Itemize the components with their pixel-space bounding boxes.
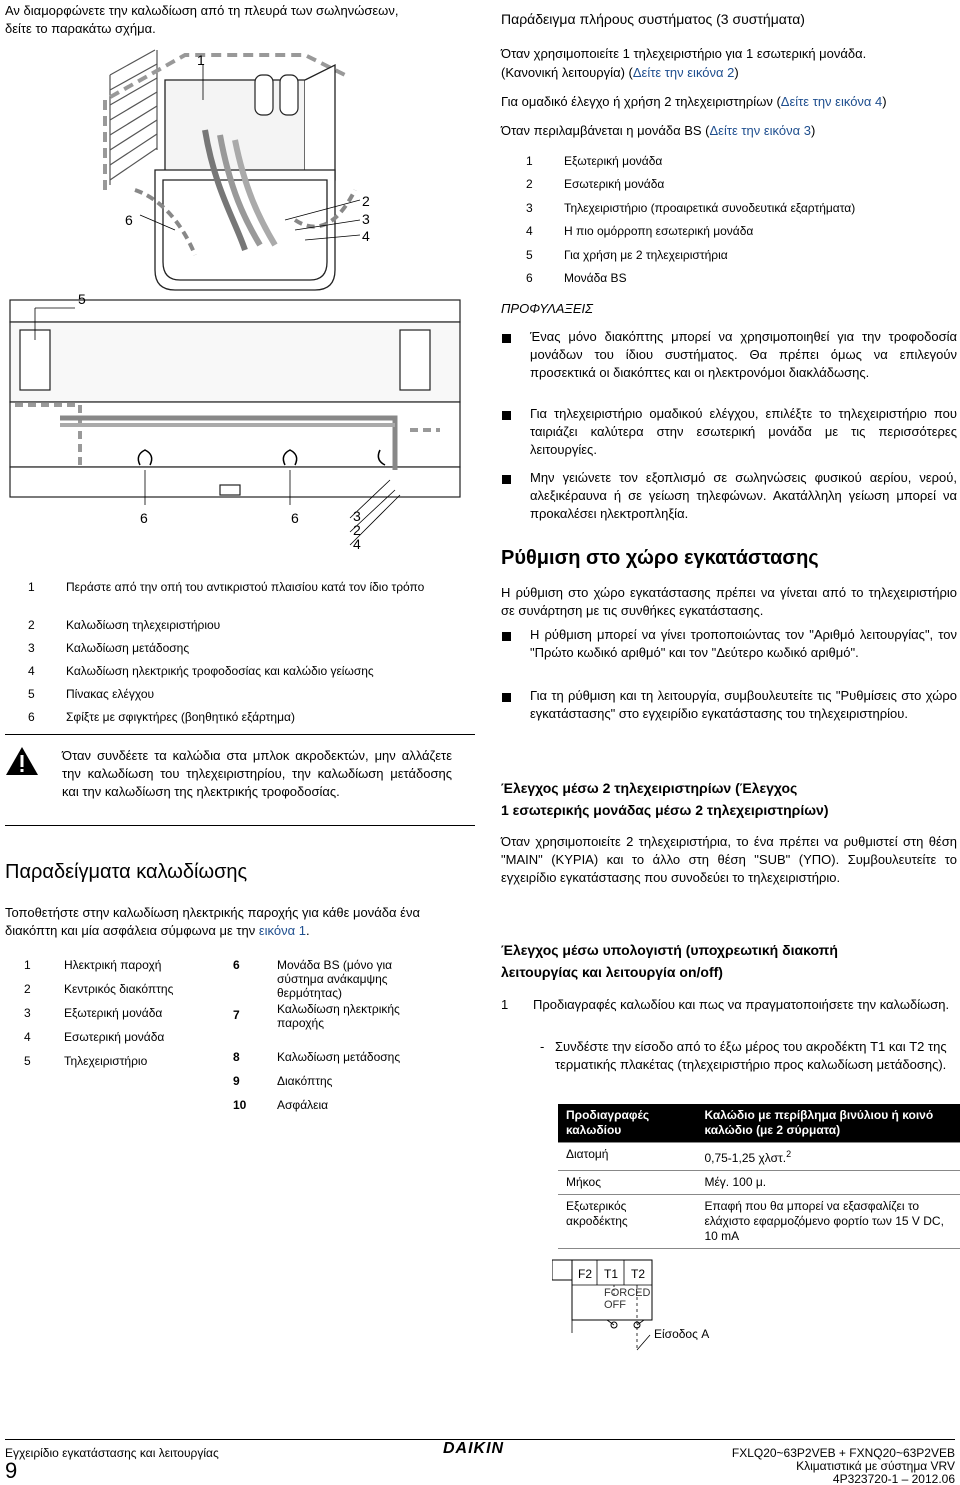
- pc-step-text: Προδιαγραφές καλωδίου και πως να πραγματοποιήσετε την καλωδίωση.: [533, 997, 950, 1012]
- legend-num: 4: [28, 664, 35, 678]
- legend-text: Καλωδίωση ηλεκτρικής τροφοδοσίας και καλώδιο γείωσης: [66, 664, 374, 678]
- legend-num: 1: [24, 958, 31, 972]
- legend-text: Καλωδίωση τηλεχειριστήριου: [66, 618, 221, 632]
- system-legend-item: 1 Εξωτερική μονάδα: [526, 154, 663, 168]
- system-legend-item: 3 Τηλεχειριστήριο (προαιρετικά συνοδευτικά εξαρτήματα): [526, 200, 856, 215]
- daikin-logo: DAIKIN: [443, 1440, 505, 1457]
- legend-item: [28, 616, 448, 639]
- callout-6b: 6: [291, 510, 299, 526]
- wiring-legend-item: [233, 1072, 443, 1096]
- legend-num: 6: [28, 710, 35, 724]
- pc-control-heading-2: λειτουργίας και λειτουργία on/off): [501, 964, 723, 980]
- terminal-f2: F2: [578, 1267, 593, 1281]
- legend-text: Σφίξτε με σφιγκτήρες (βοηθητικό εξάρτημα): [66, 710, 295, 724]
- spec-cell: Μέγ. 100 μ.: [696, 1171, 960, 1195]
- spec-cell: Μήκος: [558, 1171, 696, 1195]
- input-a-label: Είσοδος A: [654, 1327, 710, 1341]
- pc-sub-text: Συνδέστε την είσοδο από το έξω μέρος του ακροδέκτη T1 και T2 της τερματικής πλακέτας (τηλεχειριστήριο προς καλωδίωση μετάδοσης).: [555, 1039, 947, 1072]
- installation-figure-bottom: [0, 290, 480, 555]
- legend-text: Ηλεκτρική παροχή: [64, 958, 162, 972]
- callout-2: 2: [362, 193, 370, 209]
- bullet-icon: [502, 411, 511, 420]
- legend-item: [28, 639, 448, 662]
- legend-item: [28, 708, 448, 731]
- spec-cell: Επαφή που θα μπορεί να εξασφαλίζει το ελάχιστο εφαρμοζόμενο φορτίο των 15 V DC, 10 mA: [696, 1195, 960, 1249]
- installation-figure-top: [95, 40, 435, 300]
- legend-num: 6: [233, 958, 240, 972]
- spec-row: [558, 1195, 960, 1249]
- dash-marker: -: [540, 1039, 545, 1054]
- forced-label: FORCED: [604, 1287, 651, 1299]
- caution-bullet-1: Ένας μόνο διακόπτης μπορεί να χρησιμοποιηθεί για την τροφοδοσία μονάδων του ίδιου συστήματος. Θα πρέπει όμως να επιλεγούν προσεκτικά οι διακόπτες και οι ηλεκτρονόμοι διακλάδωσης.: [530, 329, 957, 380]
- legend-text: Καλωδίωση ηλεκτρικής παροχής: [277, 1002, 400, 1030]
- spec-header-row: [558, 1104, 960, 1143]
- legend-num: 1: [28, 580, 35, 594]
- caution-bullet-3: Μην γειώνετε τον εξοπλισμό σε σωληνώσεις φυσικού αερίου, νερού, αλεξικέραυνα ή σε γείωση τηλεφώνων. Ακατάλληλη γείωση μπορεί να προκαλέσει ηλεκτροπληξία.: [530, 470, 957, 521]
- two-remote-heading-1: Έλεγχος μέσω 2 τηλεχειριστηρίων (Έλεγχος: [501, 780, 798, 796]
- legend-text: Εσωτερική μονάδα: [64, 1030, 165, 1044]
- figure-legend: [28, 578, 448, 731]
- caution-bullet-2: Για τηλεχειριστήριο ομαδικού ελέγχου, επιλέξτε το τηλεχειριστήριο που ταιριάζει καλύτερα στην εσωτερική μονάδα με τις περισσότερες λειτουργίες.: [530, 406, 957, 457]
- figure-3-link[interactable]: Δείτε την εικόνα 3: [709, 123, 811, 138]
- legend-text: Καλωδίωση μετάδοσης: [277, 1050, 401, 1064]
- pc-control-heading-1: Έλεγχος μέσω υπολογιστή (υποχρεωτική διακοπή: [501, 942, 838, 958]
- bullet-icon: [502, 334, 511, 343]
- callout-4: 4: [362, 228, 370, 244]
- system-legend-item: 4 Η πιο ομόρροπη εσωτερική μονάδα: [526, 224, 754, 239]
- legend-num: 5: [24, 1054, 31, 1068]
- wiring-legend-item: [233, 1002, 443, 1048]
- warning-icon: [5, 746, 39, 776]
- legend-num: 10: [233, 1098, 247, 1112]
- wiring-examples-heading: Παραδείγματα καλωδίωσης: [5, 861, 248, 883]
- wiring-legend-item: [24, 1004, 224, 1028]
- spec-header-cell: Προδιαγραφές καλωδίου: [558, 1104, 696, 1143]
- legend-text: Ασφάλεια: [277, 1098, 329, 1112]
- legend-num: 4: [24, 1030, 31, 1044]
- legend-num: 3: [28, 641, 35, 655]
- figure-2-link[interactable]: Δείτε την εικόνα 2: [632, 65, 735, 80]
- bullet-icon: [502, 475, 511, 484]
- field-bullet-2: Για τη ρύθμιση και τη λειτουργία, συμβουλευτείτε τις "Ρυθμίσεις στο χώρο εγκατάστασης" στο εγχειρίδιο εγκατάστασης του τηλεχειριστηρίου.: [530, 688, 957, 721]
- legend-num: 3: [24, 1006, 31, 1020]
- callout-4b: 4: [353, 536, 361, 552]
- wiring-legend-item: [233, 1048, 443, 1072]
- two-remote-text: Όταν χρησιμοποιείτε 2 τηλεχειριστήρια, το ένα πρέπει να ρυθμιστεί στη θέση "MAIN" (ΚΥΡΙΑ) και το άλλο στη θέση "SUB" (ΥΠΟ). Συμβουλευτείτε το εγχειρίδιο εγκατάστασης που συνοδεύει το τηλεχειριστήριο.: [501, 834, 957, 885]
- field-setting-intro: Η ρύθμιση στο χώρο εγκατάστασης πρέπει να γίνεται από το τηλεχειριστήριο σε συνάρτηση με τις συνθήκες εγκατάστασης.: [501, 585, 957, 618]
- warning-text: Όταν συνδέετε τα καλώδια στα μπλοκ ακροδεκτών, μην αλλάζετε την καλωδίωση του τηλεχειριστηρίου, την καλωδίωση μετάδοσης και την καλωδίωση της ηλεκτρικής τροφοδοσίας.: [62, 748, 452, 799]
- wiring-legend-item: [233, 956, 443, 1002]
- spec-cell: Εξωτερικός ακροδέκτης: [558, 1195, 696, 1249]
- figure-4-link[interactable]: Δείτε την εικόνα 4: [780, 94, 883, 109]
- two-remote-heading-2: 1 εσωτερικής μονάδας μέσω 2 τηλεχειριστηρίων): [501, 802, 829, 818]
- terminal-t1: T1: [604, 1267, 619, 1281]
- spec-cell: 0,75-1,25 χλστ.$^2$: [696, 1143, 960, 1171]
- system-example-title: Παράδειγμα πλήρους συστήματος (3 συστήματα): [501, 11, 805, 27]
- case-2-text: Για ομαδικό έλεγχο ή χρήση 2 τηλεχειριστηρίων (Δείτε την εικόνα 4): [501, 94, 887, 109]
- cautions-heading: ΠΡΟΦΥΛΑΞΕΙΣ: [501, 301, 593, 316]
- figure-1-link[interactable]: εικόνα 1: [258, 923, 306, 938]
- spec-row: [558, 1171, 960, 1195]
- intro-text: [5, 2, 475, 38]
- system-legend-item: 6 Μονάδα BS: [526, 270, 627, 285]
- field-setting-heading: Ρύθμιση στο χώρο εγκατάστασης: [501, 547, 819, 569]
- legend-num: 7: [233, 1008, 240, 1022]
- callout-5: 5: [78, 291, 86, 307]
- warning-rule-bottom: [5, 825, 475, 826]
- intro-text: Τοποθετήστε στην καλωδίωση ηλεκτρικής παροχής για κάθε μονάδα ένα διακόπτη και μία ασφάλεια σύμφωνα με την: [5, 905, 420, 938]
- intro-line-2: δείτε το παρακάτω σχήμα.: [5, 21, 156, 36]
- step-number: 1: [501, 997, 509, 1012]
- legend-item: [28, 662, 448, 685]
- bullet-icon: [502, 632, 511, 641]
- legend-num: 9: [233, 1074, 240, 1088]
- callout-6a: 6: [140, 510, 148, 526]
- cable-spec-table: [558, 1104, 960, 1249]
- spec-row: [558, 1143, 960, 1171]
- wiring-legend-item: [233, 1096, 443, 1120]
- callout-1: 1: [197, 52, 205, 68]
- wiring-legend-item: [24, 1028, 224, 1052]
- legend-text: Τηλεχειριστήριο: [64, 1054, 148, 1068]
- intro-line-1: Αν διαμορφώνετε την καλωδίωση από τη πλευρά των σωληνώσεων,: [5, 3, 399, 18]
- legend-text: Εξωτερική μονάδα: [64, 1006, 163, 1020]
- intro-end: .: [305, 923, 310, 938]
- spec-cell: Διατομή: [558, 1143, 696, 1171]
- legend-text: Κεντρικός διακόπτης: [64, 982, 174, 996]
- case-1b-text: (Κανονική λειτουργία) (Δείτε την εικόνα 2): [501, 65, 739, 80]
- manual-title: Εγχειρίδιο εγκατάστασης και λειτουργίας: [5, 1446, 219, 1460]
- system-text: Κλιματιστικά με σύστημα VRV: [796, 1459, 955, 1473]
- field-bullet-1: Η ρύθμιση μπορεί να γίνει τροποποιώντας τον "Αριθμό λειτουργίας", τον "Πρώτο κωδικό αριθμό" και τον "Δεύτερο κωδικό αριθμό".: [530, 627, 957, 660]
- wiring-legend-item: [24, 956, 224, 980]
- coil-fins: [110, 50, 157, 185]
- legend-num: 5: [28, 687, 35, 701]
- models-text: FXLQ20~63P2VEB + FXNQ20~63P2VEB: [731, 1446, 955, 1460]
- callout-6: 6: [125, 212, 133, 228]
- bullet-icon: [502, 693, 511, 702]
- legend-item: [28, 578, 448, 616]
- wiring-legend-left: [24, 956, 224, 1076]
- legend-text: Καλωδίωση μετάδοσης: [66, 641, 190, 655]
- legend-text: Πίνακας ελέγχου: [66, 687, 155, 701]
- page-number: 9: [5, 1458, 18, 1483]
- callout-3: 3: [362, 211, 370, 227]
- callout-3b: 3: [353, 508, 361, 524]
- system-legend: [526, 152, 946, 292]
- legend-num: 8: [233, 1050, 240, 1064]
- system-legend-item: 5 Για χρήση με 2 τηλεχειριστήρια: [526, 247, 728, 262]
- off-label: OFF: [604, 1299, 626, 1311]
- legend-text: Διακόπτης: [277, 1074, 333, 1088]
- terminal-t2: T2: [631, 1267, 646, 1281]
- case-3-text: Όταν περιλαμβάνεται η μονάδα BS (Δείτε την εικόνα 3): [501, 123, 816, 138]
- wiring-examples-intro: [5, 904, 475, 940]
- wiring-legend-right: [233, 956, 443, 1120]
- system-legend-item: 2 Εσωτερική μονάδα: [526, 177, 665, 192]
- legend-text: Περάστε από την οπή του αντικριστού πλαισίου κατά τον ίδιο τρόπο: [66, 580, 425, 594]
- wiring-legend-item: [24, 1052, 224, 1076]
- legend-num: 2: [28, 618, 35, 632]
- legend-item: [28, 685, 448, 708]
- doc-number: 4P323720-1 – 2012.06: [832, 1472, 955, 1485]
- callout-2b: 2: [353, 522, 361, 538]
- wiring-legend-item: [24, 980, 224, 1004]
- case-1-text: Όταν χρησιμοποιείτε 1 τηλεχειριστήριο για 1 εσωτερική μονάδα.: [501, 46, 867, 61]
- warning-rule-top: [5, 734, 475, 735]
- legend-text: Μονάδα BS (μόνο για σύστημα ανάκαμψης θερμότητας): [277, 958, 393, 1000]
- legend-num: 2: [24, 982, 31, 996]
- spec-header-cell: Καλώδιο με περίβλημα βινύλιου ή κοινό καλώδιο (με 2 σύρματα): [696, 1104, 960, 1143]
